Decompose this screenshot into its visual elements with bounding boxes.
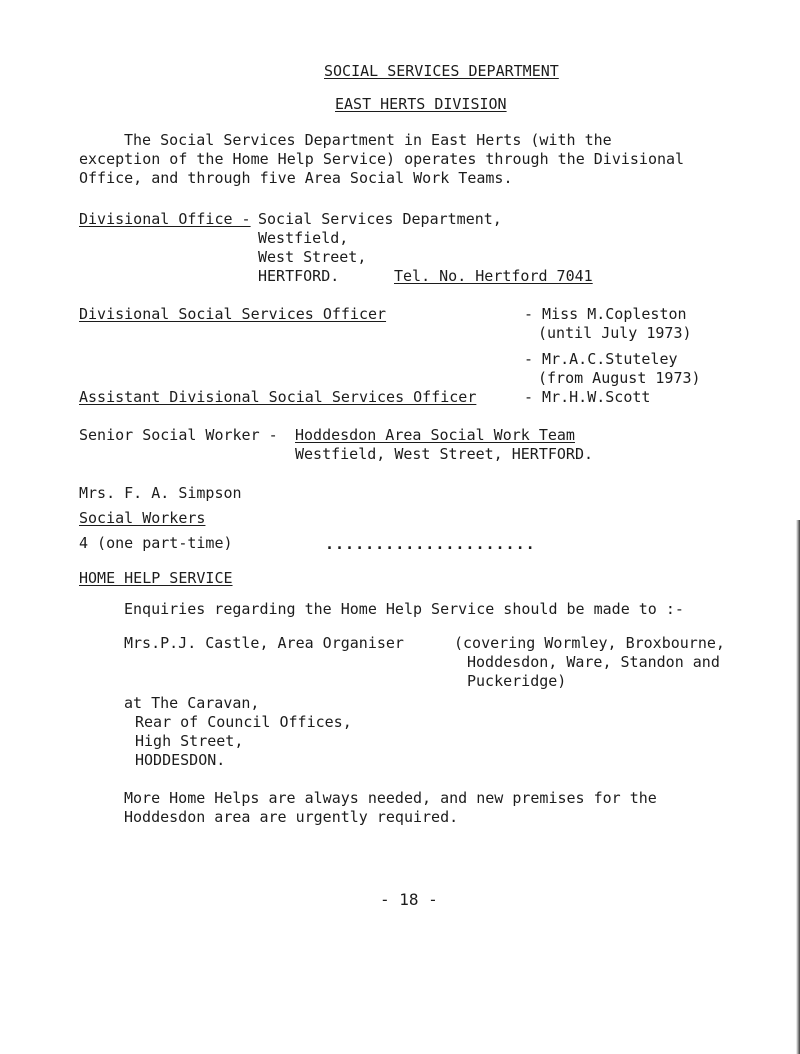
area-team-name: Hoddesdon Area Social Work Team bbox=[295, 426, 575, 444]
location-line-4: HODDESDON. bbox=[135, 751, 226, 769]
office-address-line-2: Westfield, bbox=[258, 229, 349, 247]
division-subtitle: EAST HERTS DIVISION bbox=[335, 95, 507, 113]
divisional-office-label-text: Divisional Office - bbox=[79, 210, 251, 228]
location-line-3: High Street, bbox=[135, 732, 244, 750]
closing-line-1: More Home Helps are always needed, and new premises for the bbox=[124, 789, 657, 807]
dsso-entry-2: - Mr.A.C.Stuteley bbox=[524, 350, 678, 368]
intro-line-1: The Social Services Department in East Herts (with the bbox=[124, 131, 612, 149]
office-address-line-4: HERTFORD. bbox=[258, 267, 340, 285]
department-title: SOCIAL SERVICES DEPARTMENT bbox=[324, 62, 559, 80]
area-team-address: Westfield, West Street, HERTFORD. bbox=[295, 445, 594, 463]
home-help-enquiries: Enquiries regarding the Home Help Service should be made to :- bbox=[124, 600, 684, 618]
office-address-line-3: West Street, bbox=[258, 248, 367, 266]
home-help-heading: HOME HELP SERVICE bbox=[79, 569, 233, 587]
dsso-entry-1: - Miss M.Copleston bbox=[524, 305, 687, 323]
scan-edge-shadow bbox=[796, 520, 800, 1054]
senior-social-worker-name: Mrs. F. A. Simpson bbox=[79, 484, 242, 502]
intro-line-2: exception of the Home Help Service) operates through the Divisional bbox=[79, 150, 685, 168]
coverage-line-1: (covering Wormley, Broxbourne, bbox=[454, 634, 725, 652]
dsso-entry-2-note: (from August 1973) bbox=[538, 369, 701, 387]
coverage-line-2: Hoddesdon, Ware, Standon and bbox=[467, 653, 720, 671]
asst-dsso-label: Assistant Divisional Social Services Officer bbox=[79, 388, 477, 406]
intro-line-3: Office, and through five Area Social Work Teams. bbox=[79, 169, 513, 187]
page-number: - 18 - bbox=[380, 890, 438, 909]
home-help-organiser: Mrs.P.J. Castle, Area Organiser bbox=[124, 634, 404, 652]
dsso-label: Divisional Social Services Officer bbox=[79, 305, 387, 323]
closing-line-2: Hoddesdon area are urgently required. bbox=[124, 808, 459, 826]
office-telephone: Tel. No. Hertford 7041 bbox=[394, 267, 593, 285]
asst-dsso-name: - Mr.H.W.Scott bbox=[524, 388, 651, 406]
section-separator: ..................... bbox=[325, 535, 536, 553]
office-address-line-1: Social Services Department, bbox=[258, 210, 502, 228]
senior-social-worker-label: Senior Social Worker - bbox=[79, 426, 278, 444]
social-workers-count: 4 (one part-time) bbox=[79, 534, 233, 552]
divisional-office-label bbox=[79, 210, 251, 228]
location-line-1: at The Caravan, bbox=[124, 694, 260, 712]
coverage-line-3: Puckeridge) bbox=[467, 672, 567, 690]
social-workers-label: Social Workers bbox=[79, 509, 206, 527]
dsso-entry-1-note: (until July 1973) bbox=[538, 324, 692, 342]
location-line-2: Rear of Council Offices, bbox=[135, 713, 352, 731]
